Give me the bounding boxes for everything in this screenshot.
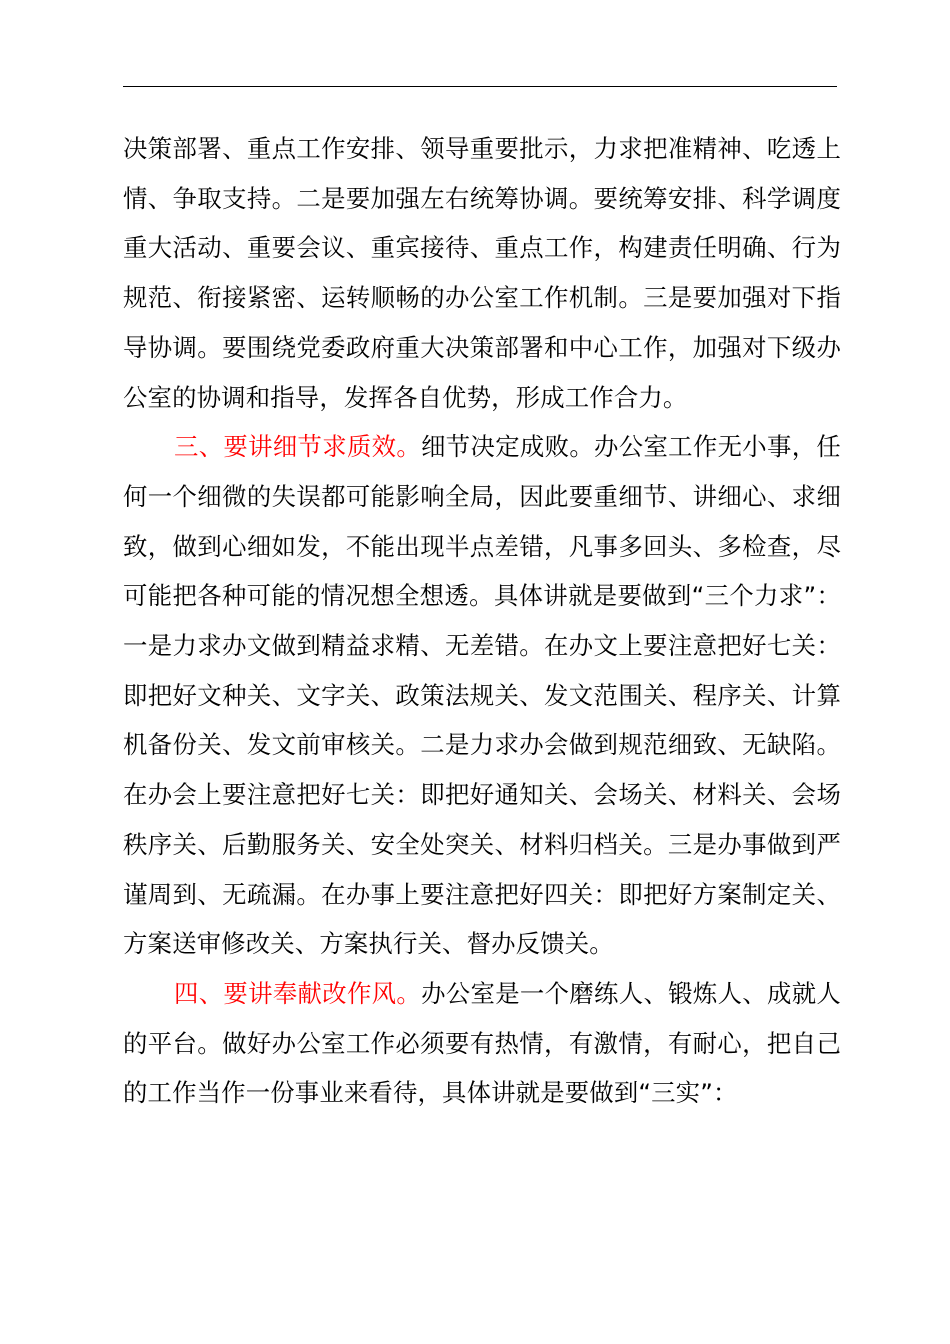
document-body [123, 124, 841, 1118]
paragraph-text: 办公室是一个磨练人、锻炼人、成就人的平台。做好办公室工作必须要有热情，有激情，有耐心，把自己的工作当作一份事业来看待，具体讲就是要做到“三实”： [123, 978, 841, 1108]
section-heading-three: 三、要讲细节求质效。 [174, 432, 422, 462]
paragraph-section-four [123, 969, 841, 1118]
section-heading-four: 四、要讲奉献改作风。 [174, 978, 422, 1008]
paragraph-text: 决策部署、重点工作安排、领导重要批示，力求把准精神、吃透上情、争取支持。二是要加强左右统筹协调。要统筹安排、科学调度重大活动、重要会议、重宾接待、重点工作，构建责任明确、行为规范、衔接紧密、运转顺畅的办公室工作机制。三是要加强对下指导协调。要围绕党委政府重大决策部署和中心工作，加强对下级办公室的协调和指导，发挥各自优势，形成工作合力。 [123, 134, 841, 412]
header-rule [123, 86, 837, 87]
paragraph-text: 细节决定成败。办公室工作无小事，任何一个细微的失误都可能影响全局，因此要重细节、讲细心、求细致，做到心细如发，不能出现半点差错，凡事多回头、多检查，尽可能把各种可能的情况想全想透。具体讲就是要做到“三个力求”：一是力求办文做到精益求精、无差错。在办文上要注意把好七关：即把好文种关、文字关、政策法规关、发文范围关、程序关、计算机备份关、发文前审核关。二是力求办会做到规范细致、无缺陷。在办会上要注意把好七关：即把好通知关、会场关、材料关、会场秩序关、后勤服务关、安全处突关、材料归档关。三是办事做到严谨周到、无疏漏。在办事上要注意把好四关：即把好方案制定关、方案送审修改关、方案执行关、督办反馈关。 [123, 432, 841, 959]
paragraph-continuation [123, 124, 841, 422]
paragraph-section-three [123, 422, 841, 969]
